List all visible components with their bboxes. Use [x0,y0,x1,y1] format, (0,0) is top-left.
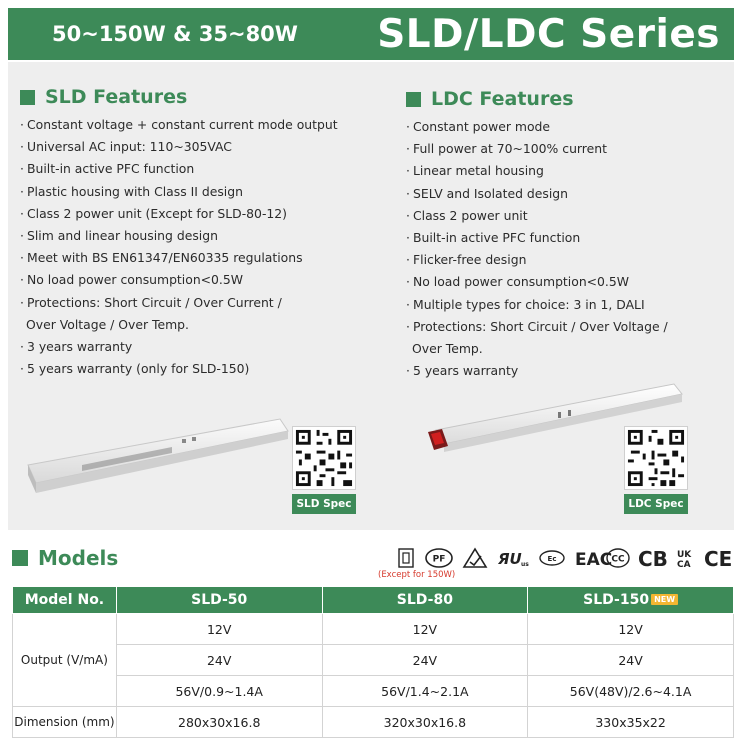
column-header-sld50: SLD-50 [116,587,322,614]
certification-marks [396,546,732,570]
column-header-model-no: Model No. [13,587,117,614]
column-header-sld150: SLD-150 NEW [528,587,734,614]
sld-features-column [20,86,380,380]
feature-item: · Meet with BS EN61347/EN60335 regulations [20,250,303,266]
feature-item: · Multiple types for choice: 3 in 1, DALI [406,296,645,312]
series-title: SLD/LDC Series [377,11,720,57]
table-cell: 12V [322,614,528,645]
table-cell: 24V [116,645,322,676]
output-row-label: Output (V/mA) [13,614,117,707]
feature-item: · No load power consumption<0.5W [406,274,630,290]
pfc-icon [424,547,454,569]
class-ii-icon [396,547,416,569]
eac-icon [574,547,613,570]
models-heading: Models [12,546,118,570]
table-header-row [13,587,734,614]
ldc-spec-label[interactable]: LDC Spec [624,494,688,514]
svg-text:ЕАС: ЕАС [575,550,613,570]
feature-item: · 5 years warranty [406,363,519,379]
sld-product-image [22,417,292,497]
table-cell: 56V/0.9~1.4A [116,676,322,707]
column-header-sld80: SLD-80 [322,587,528,614]
svg-text:us: us [521,561,529,568]
table-cell: 12V [528,614,734,645]
table-cell: 24V [322,645,528,676]
svg-text:CE: CE [704,547,733,571]
feature-item: · Class 2 power unit (Except for SLD-80-12) [20,205,288,221]
square-bullet-icon [12,550,28,566]
models-table [12,586,734,738]
svg-text:CA: CA [677,560,691,570]
ccc-icon [538,547,566,569]
square-bullet-icon [20,90,35,105]
table-row [13,707,734,738]
cccert-icon [606,547,630,569]
svg-text:Ec: Ec [547,555,557,563]
feature-item: · 3 years warranty [20,339,133,355]
svg-text:UK: UK [677,550,692,560]
ldc-feature-list [406,116,726,382]
table-cell: 320x30x16.8 [322,707,528,738]
header-banner [8,8,734,60]
table-cell: 280x30x16.8 [116,707,322,738]
feature-item: · Constant voltage + constant current mode output [20,117,338,132]
svg-text:PF: PF [432,554,446,565]
cb-icon [638,547,668,569]
feature-item: · Full power at 70~100% current [406,141,607,157]
ldc-features-column [406,88,726,382]
feature-item: · Linear metal housing [406,163,544,179]
ldc-spec-qr[interactable] [624,426,688,514]
table-cell: 56V/1.4~2.1A [322,676,528,707]
feature-item: · Slim and linear housing design [20,228,218,244]
cert-exception-note: (Except for 150W) [378,570,456,580]
feature-item: · Class 2 power unit [406,207,528,223]
feature-item: · Built-in active PFC function [20,161,195,177]
table-cell: 56V(48V)/2.6~4.1A [528,676,734,707]
feature-item: · Protections: Short Circuit / Over Voltage / [406,318,668,334]
feature-item: · Plastic housing with Class II design [20,183,243,199]
ukca-icon [676,547,696,569]
ul-icon [496,547,530,569]
feature-item: · Constant power mode [406,119,551,134]
feature-item: · Flicker-free design [406,252,527,268]
sld-feature-list [20,114,380,380]
svg-text:CC: CC [611,554,625,565]
ldc-features-heading: LDC Features [406,88,726,110]
feature-item: · Universal AC input: 110~305VAC [20,139,232,155]
qr-code-icon[interactable] [624,426,688,490]
square-bullet-icon [406,92,421,107]
table-cell: 330x35x22 [528,707,734,738]
feature-item: · No load power consumption<0.5W [20,272,244,288]
table-row [13,645,734,676]
qr-code-icon[interactable] [292,426,356,490]
table-cell: 24V [528,645,734,676]
new-badge: NEW [651,594,678,605]
svg-text:ЯU: ЯU [498,550,522,568]
features-panel [8,62,734,530]
ce-icon [704,547,732,569]
svg-text:CB: CB [638,547,668,571]
table-cell: 12V [116,614,322,645]
feature-item: · Protections: Short Circuit / Over Current / [20,294,282,310]
table-row [13,676,734,707]
sld-spec-label[interactable]: SLD Spec [292,494,356,514]
table-row [13,614,734,645]
sld-spec-qr[interactable] [292,426,356,514]
power-range-subtitle: 50~150W & 35~80W [52,22,298,46]
feature-item: · 5 years warranty (only for SLD-150) [20,361,250,377]
rcm-icon [462,547,488,569]
sld-features-heading: SLD Features [20,86,380,108]
feature-item-continued: Over Temp. [412,341,483,357]
feature-item: · SELV and Isolated design [406,185,569,201]
dimension-row-label: Dimension (mm) [13,707,117,738]
feature-item-continued: Over Voltage / Over Temp. [26,316,189,332]
feature-item: · Built-in active PFC function [406,230,581,246]
